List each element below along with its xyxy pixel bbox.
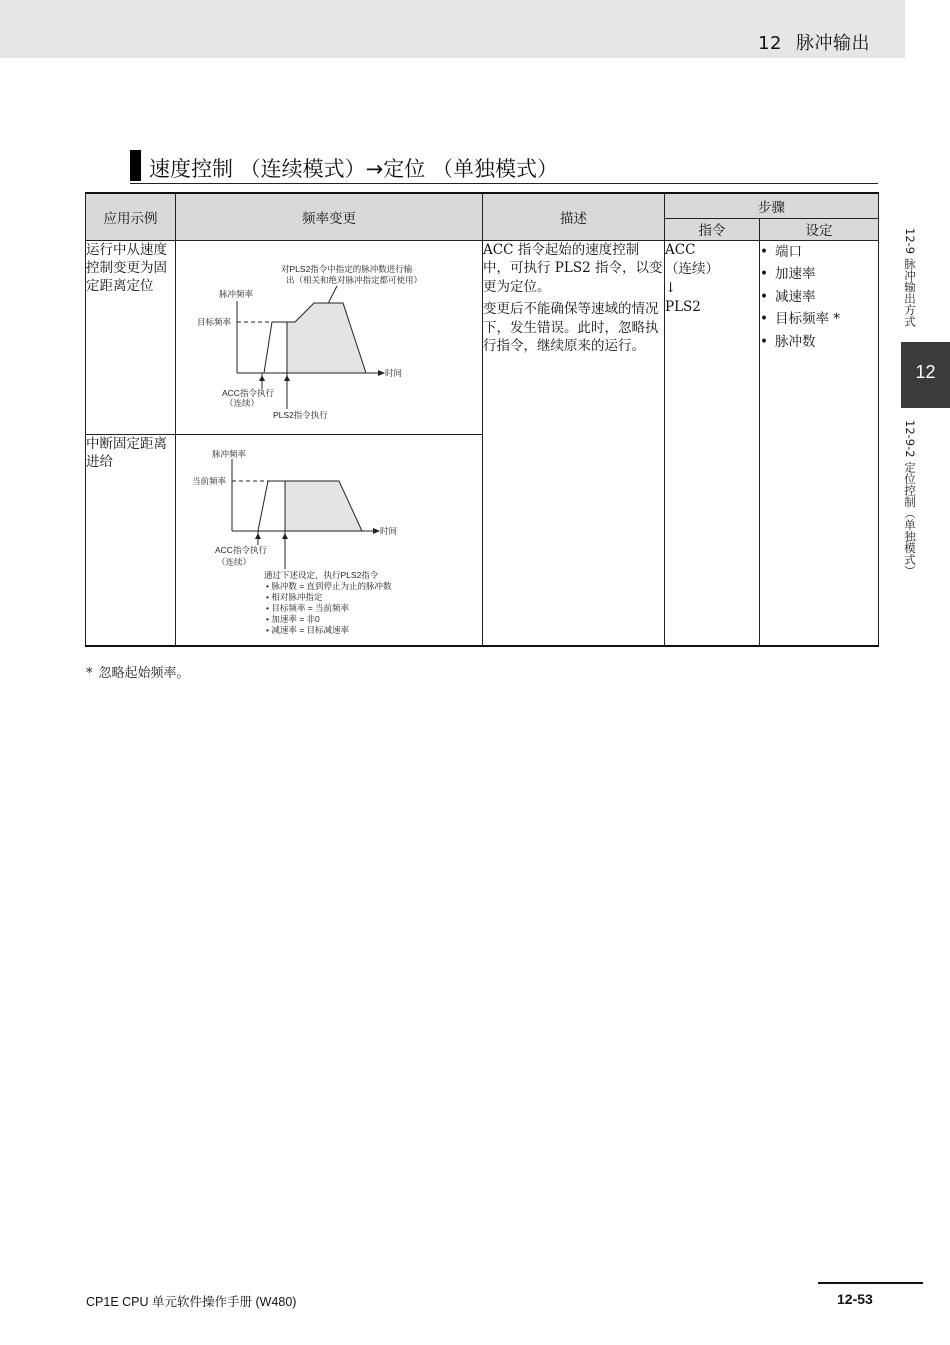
- setting-item: • 端口: [760, 241, 878, 264]
- graph2-note-item: • 目标频率 = 当前频率: [266, 602, 350, 613]
- graph-cell-2: [176, 434, 483, 646]
- section-heading: [130, 150, 878, 184]
- side-tab-subsection: [902, 420, 924, 600]
- chapter-number: 12: [758, 33, 782, 54]
- header-desc: 描述: [483, 193, 665, 240]
- graph2-x-axis-arrowhead: [373, 528, 380, 534]
- chapter-title: 脉冲输出: [796, 33, 870, 54]
- header-freq: 频率变更: [176, 193, 483, 240]
- graph2-acc-arrowhead: [255, 533, 261, 539]
- graph1-position-profile: [287, 303, 366, 373]
- section-heading-bar: [130, 150, 141, 181]
- graph2-note-title: 通过下述设定，执行PLS2指令: [264, 569, 379, 580]
- header-case: 应用示例: [86, 193, 176, 240]
- footnote-text: 忽略起始频率。: [98, 666, 190, 681]
- side-tab-chapter-number: 12: [915, 362, 936, 382]
- side-tab-section: [902, 228, 924, 338]
- footnote: [86, 662, 190, 681]
- graph2-note-item: • 脉冲数 = 直到停止为止的脉冲数: [266, 580, 392, 591]
- instruction-pls2: PLS2: [665, 298, 701, 315]
- description-para-2: 变更后不能确保等速域的情况下，发生错误。此时，忽略执行指令，继续原来的运行。: [483, 301, 659, 354]
- graph1-acc-sub-label: （连续）: [225, 397, 260, 408]
- setting-item: • 加速率: [760, 263, 878, 286]
- case-cell-1: 运行中从速度控制变更为固定距离定位: [86, 240, 176, 434]
- graph2-note-item: • 加速率 = 非0: [266, 613, 320, 624]
- graph1-annotation-line1: 对PLS2指令中指定的脉冲数进行输: [281, 263, 413, 274]
- graph2-acc-sub-label: （连续）: [217, 556, 252, 567]
- graph2-pls2-arrowhead: [282, 533, 288, 539]
- header-instr: 指令: [665, 218, 760, 240]
- setting-item: • 脉冲数: [760, 331, 878, 354]
- footer-rule: [818, 1282, 923, 1284]
- setting-item: • 减速率: [760, 286, 878, 309]
- graph2-y-label: 脉冲频率: [212, 448, 247, 459]
- graph1-annotation-line2: 出（相关和绝对脉冲指定都可使用）: [286, 274, 423, 285]
- graph2-note-item: • 减速率 = 目标减速率: [266, 624, 350, 635]
- footer-page-number: 12-53: [837, 1291, 873, 1307]
- graph2-x-label: 时间: [380, 525, 398, 536]
- graph1-pls2-arrowhead: [284, 375, 290, 381]
- footnote-mark: *: [86, 666, 93, 681]
- graph1-y-label: 脉冲频率: [219, 288, 254, 299]
- freq-graph-speed-to-position: [176, 241, 482, 434]
- graph1-x-axis-arrowhead: [378, 370, 385, 376]
- instruction-acc: ACC: [665, 241, 696, 258]
- footer-manual-title: CP1E CPU 单元软件操作手册 (W480): [86, 1295, 297, 1309]
- description-cell: [483, 240, 665, 646]
- graph1-acc-ramp: [264, 322, 287, 373]
- side-tab-chapter: [901, 342, 950, 408]
- instruction-acc-note: （连续）: [665, 260, 719, 277]
- graph-cell-1: [176, 240, 483, 434]
- chapter-header: [758, 29, 870, 55]
- section-title: 速度控制 （连续模式）→定位 （单独模式）: [149, 157, 558, 181]
- instruction-arrow: ↓: [665, 279, 677, 296]
- graph2-note-item: • 相对脉冲指定: [266, 591, 323, 602]
- graph1-acc-arrowhead: [259, 375, 265, 381]
- freq-graph-interrupt-feed: [176, 435, 482, 645]
- graph1-level-label: 目标频率: [197, 316, 232, 327]
- setting-cell: [760, 240, 879, 646]
- setting-list: [760, 241, 878, 354]
- graph2-acc-ramp: [258, 481, 285, 531]
- graph1-x-label: 时间: [385, 367, 403, 378]
- side-tab-subsection-label: 12-9-2 定位控制（单独模式）: [903, 420, 917, 577]
- case-cell-2: 中断固定距离进给: [86, 434, 176, 646]
- graph2-level-label: 当前频率: [192, 475, 227, 486]
- description-para-1: ACC 指令起始的速度控制中，可执行 PLS2 指令，以变更为定位。: [483, 241, 663, 295]
- procedure-table: [85, 192, 879, 647]
- graph2-acc-label: ACC指令执行: [215, 544, 267, 555]
- header-setting: 设定: [760, 218, 879, 240]
- setting-item: • 目标频率 *: [760, 308, 878, 331]
- graph1-pls2-label: PLS2指令执行: [273, 409, 328, 420]
- instruction-cell: [665, 240, 760, 646]
- header-steps: 步骤: [665, 193, 879, 218]
- graph1-acc-label: ACC指令执行: [222, 387, 274, 398]
- graph2-position-profile: [285, 481, 362, 531]
- side-tab-section-label: 12-9 脉冲输出方式: [903, 228, 917, 327]
